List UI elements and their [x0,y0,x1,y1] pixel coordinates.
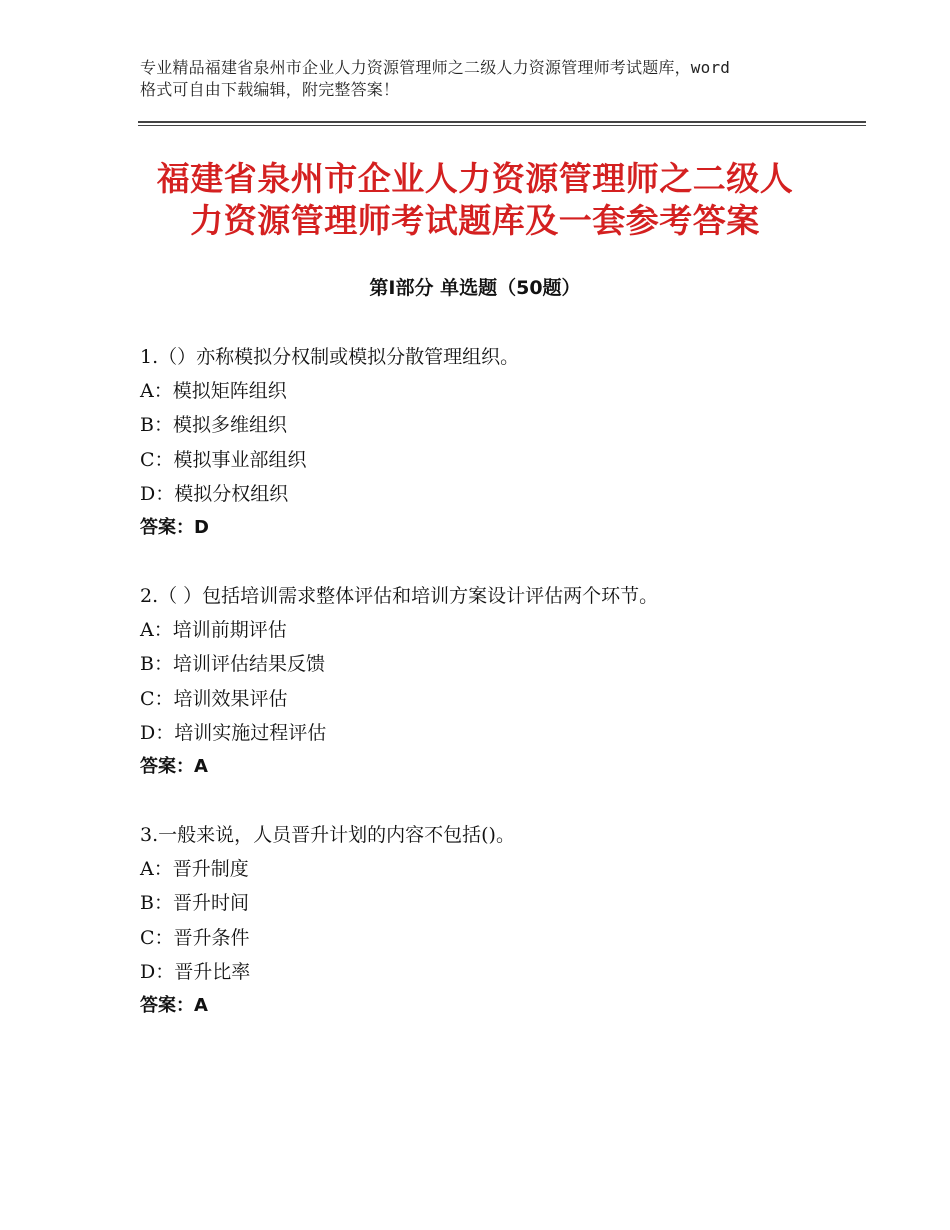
document-title-line-1: 福建省泉州市企业人力资源管理师之二级人 [156,159,794,198]
option-b: B：模拟多维组织 [140,414,287,437]
option-d: D：模拟分权组织 [140,482,289,505]
header-divider-thick [138,121,866,123]
answer-line: 答案：A [140,994,208,1016]
header-divider-thin [138,125,866,126]
question-stem: 1.（）亦称模拟分权制或模拟分散管理组织。 [140,346,520,368]
document-title-line-2: 力资源管理师考试题库及一套参考答案 [190,201,760,240]
header-note-line-2: 格式可自由下载编辑，附完整答案！ [140,80,400,99]
document-title [120,158,830,242]
option-c: C：模拟事业部组织 [140,448,307,471]
question-2 [140,579,860,784]
question-stem: 2.（ ）包括培训需求整体评估和培训方案设计评估两个环节。 [140,585,659,607]
answer-line: 答案：D [140,516,209,538]
option-b: B：培训评估结果反馈 [140,653,325,676]
option-c: C：培训效果评估 [140,687,288,710]
question-3 [140,818,860,1023]
option-a: A：培训前期评估 [140,619,287,642]
option-d: D：培训实施过程评估 [140,721,327,744]
section-heading: 第Ⅰ部分 单选题（50题） [369,277,581,299]
answer-line: 答案：A [140,755,208,777]
header-note [140,57,830,101]
question-1 [140,340,860,545]
header-note-line-1: 专业精品福建省泉州市企业人力资源管理师之二级人力资源管理师考试题库，word [140,58,731,77]
option-b: B：晋升时间 [140,892,249,915]
option-a: A：晋升制度 [140,858,249,881]
option-c: C：晋升条件 [140,926,250,949]
question-stem: 3.一般来说，人员晋升计划的内容不包括()。 [140,824,515,846]
option-a: A：模拟矩阵组织 [140,380,287,403]
option-d: D：晋升比率 [140,960,251,983]
